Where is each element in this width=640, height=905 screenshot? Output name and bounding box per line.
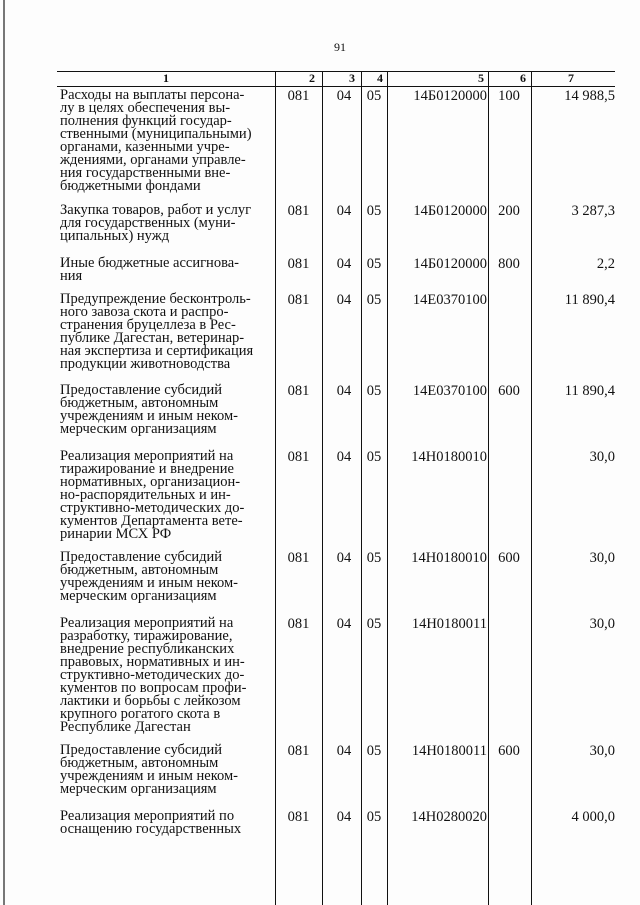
description-line: правовых, нормативных и ин-: [60, 654, 245, 670]
description-line: полнения функций государ-: [60, 113, 232, 129]
header-col-5: 5: [478, 71, 484, 85]
section-code-cell: 04: [336, 88, 352, 104]
description-line: кументов Департамента вете-: [60, 513, 243, 529]
description-line: учреждениям и иным неком-: [60, 768, 238, 784]
amount-cell: 4 000,0: [571, 809, 615, 825]
admin-code-cell: 081: [287, 449, 310, 465]
description-line: публике Дагестан, ветеринар-: [60, 330, 245, 346]
description-line: мерческим организациям: [60, 588, 217, 604]
description-line: учреждениям и иным неком-: [60, 575, 238, 591]
admin-code-cell: 081: [287, 203, 310, 219]
amount-cell: 30,0: [589, 743, 615, 759]
description-line: Предоставление субсидий: [60, 382, 223, 398]
expense-type-code-cell: 600: [498, 743, 520, 759]
column-divider: [531, 71, 532, 905]
row-description: [60, 551, 272, 603]
admin-code-cell: 081: [287, 616, 310, 632]
expense-type-code-cell: 600: [498, 383, 520, 399]
description-line: ципальных) нужд: [60, 228, 170, 244]
description-line: Иные бюджетные ассигнова-: [60, 255, 239, 271]
target-article-code-cell: 14Б0120000: [413, 88, 487, 104]
subsection-code-cell: 05: [366, 449, 382, 465]
description-line: для государственных (муни-: [60, 215, 236, 231]
description-line: Республике Дагестан: [60, 719, 191, 735]
subsection-code-cell: 05: [366, 292, 382, 308]
description-line: ственными (муниципальными): [60, 126, 252, 142]
column-divider: [361, 71, 362, 905]
target-article-code-cell: 14Н0180010: [411, 550, 487, 566]
description-line: ринарии МСХ РФ: [60, 526, 172, 542]
description-line: оснащению государственных: [60, 821, 242, 837]
amount-cell: 2,2: [596, 256, 615, 272]
target-article-code-cell: 14Б0120000: [413, 256, 487, 272]
description-line: кументов по вопросам профи-: [60, 680, 247, 696]
expense-type-code-cell: 600: [498, 550, 520, 566]
description-line: мерческим организациям: [60, 421, 217, 437]
description-line: крупного рогатого скота в: [60, 706, 221, 722]
amount-cell: 30,0: [589, 449, 615, 465]
row-description: [60, 450, 272, 541]
description-line: Предоставление субсидий: [60, 549, 223, 565]
description-line: Реализация мероприятий на: [60, 448, 234, 464]
amount-cell: 11 890,4: [564, 383, 615, 399]
description-line: ная экспертиза и сертификация: [60, 343, 254, 359]
section-code-cell: 04: [336, 550, 352, 566]
target-article-code-cell: 14Е0370100: [412, 383, 487, 399]
target-article-code-cell: 14Н0280020: [411, 809, 487, 825]
admin-code-cell: 081: [287, 88, 310, 104]
subsection-code-cell: 05: [366, 550, 382, 566]
row-description: [60, 257, 272, 283]
section-code-cell: 04: [336, 616, 352, 632]
subsection-code-cell: 05: [366, 88, 382, 104]
page-edge-rule: [3, 0, 5, 905]
expense-type-code-cell: 200: [498, 203, 520, 219]
admin-code-cell: 081: [287, 383, 310, 399]
row-description: [60, 204, 272, 243]
description-line: ния: [60, 268, 83, 284]
column-divider: [322, 71, 323, 905]
description-line: бюджетным, автономным: [60, 562, 219, 578]
description-line: Закупка товаров, работ и услуг: [60, 202, 252, 218]
header-col-3: 3: [349, 71, 355, 85]
description-line: странения бруцеллеза в Рес-: [60, 317, 236, 333]
section-code-cell: 04: [336, 743, 352, 759]
description-line: мерческим организациям: [60, 781, 217, 797]
header-col-1: 1: [163, 71, 169, 85]
subsection-code-cell: 05: [366, 743, 382, 759]
subsection-code-cell: 05: [366, 809, 382, 825]
description-line: продукции животноводства: [60, 356, 231, 372]
description-line: бюджетными фондами: [60, 178, 201, 194]
description-line: тиражирование и внедрение: [60, 461, 234, 477]
row-description: [60, 89, 272, 193]
row-description: [60, 384, 272, 436]
description-line: бюджетным, автономным: [60, 395, 219, 411]
target-article-code-cell: 14Н0180010: [411, 449, 487, 465]
header-col-2: 2: [309, 71, 315, 85]
row-description: [60, 617, 272, 734]
subsection-code-cell: 05: [366, 203, 382, 219]
description-line: ждениями, органами управле-: [60, 152, 246, 168]
amount-cell: 14 988,5: [564, 88, 615, 104]
description-line: Реализация мероприятий по: [60, 808, 235, 824]
description-line: Предупреждение бесконтроль-: [60, 291, 251, 307]
row-description: [60, 293, 272, 371]
header-col-4: 4: [377, 71, 383, 85]
description-line: ного завоза скота и распро-: [60, 304, 229, 320]
admin-code-cell: 081: [287, 809, 310, 825]
expense-type-code-cell: 100: [498, 88, 520, 104]
column-divider: [275, 71, 276, 905]
description-line: Предоставление субсидий: [60, 742, 223, 758]
admin-code-cell: 081: [287, 743, 310, 759]
row-description: [60, 744, 272, 796]
section-code-cell: 04: [336, 256, 352, 272]
amount-cell: 11 890,4: [564, 292, 615, 308]
amount-cell: 30,0: [589, 550, 615, 566]
admin-code-cell: 081: [287, 550, 310, 566]
subsection-code-cell: 05: [366, 383, 382, 399]
section-code-cell: 04: [336, 809, 352, 825]
description-line: бюджетным, автономным: [60, 755, 219, 771]
admin-code-cell: 081: [287, 292, 310, 308]
amount-cell: 3 287,3: [571, 203, 615, 219]
section-code-cell: 04: [336, 203, 352, 219]
description-line: ния государственными вне-: [60, 165, 231, 181]
subsection-code-cell: 05: [366, 616, 382, 632]
description-line: Расходы на выплаты персона-: [60, 87, 245, 103]
description-line: разработку, тиражирование,: [60, 628, 233, 644]
column-divider: [488, 71, 489, 905]
target-article-code-cell: 14Н0180011: [411, 743, 487, 759]
amount-cell: 30,0: [589, 616, 615, 632]
section-code-cell: 04: [336, 292, 352, 308]
description-line: нормативных, организацион-: [60, 474, 241, 490]
description-line: внедрение республиканских: [60, 641, 235, 657]
description-line: органами, казенными учре-: [60, 139, 230, 155]
description-line: структивно-методических до-: [60, 500, 245, 516]
section-code-cell: 04: [336, 449, 352, 465]
target-article-code-cell: 14Б0120000: [413, 203, 487, 219]
description-line: но-распорядительных и ин-: [60, 487, 231, 503]
subsection-code-cell: 05: [366, 256, 382, 272]
description-line: структивно-методических до-: [60, 667, 245, 683]
description-line: лактики и борьбы с лейкозом: [60, 693, 241, 709]
description-line: учреждениям и иным неком-: [60, 408, 238, 424]
target-article-code-cell: 14Н0180011: [411, 616, 487, 632]
column-divider: [387, 71, 388, 905]
header-col-6: 6: [520, 71, 526, 85]
target-article-code-cell: 14Е0370100: [412, 292, 487, 308]
admin-code-cell: 081: [287, 256, 310, 272]
section-code-cell: 04: [336, 383, 352, 399]
page-number: 91: [334, 40, 346, 54]
expense-type-code-cell: 800: [498, 256, 520, 272]
description-line: лу в целях обеспечения вы-: [60, 100, 231, 116]
row-description: [60, 810, 272, 836]
header-col-7: 7: [568, 71, 574, 85]
description-line: Реализация мероприятий на: [60, 615, 234, 631]
